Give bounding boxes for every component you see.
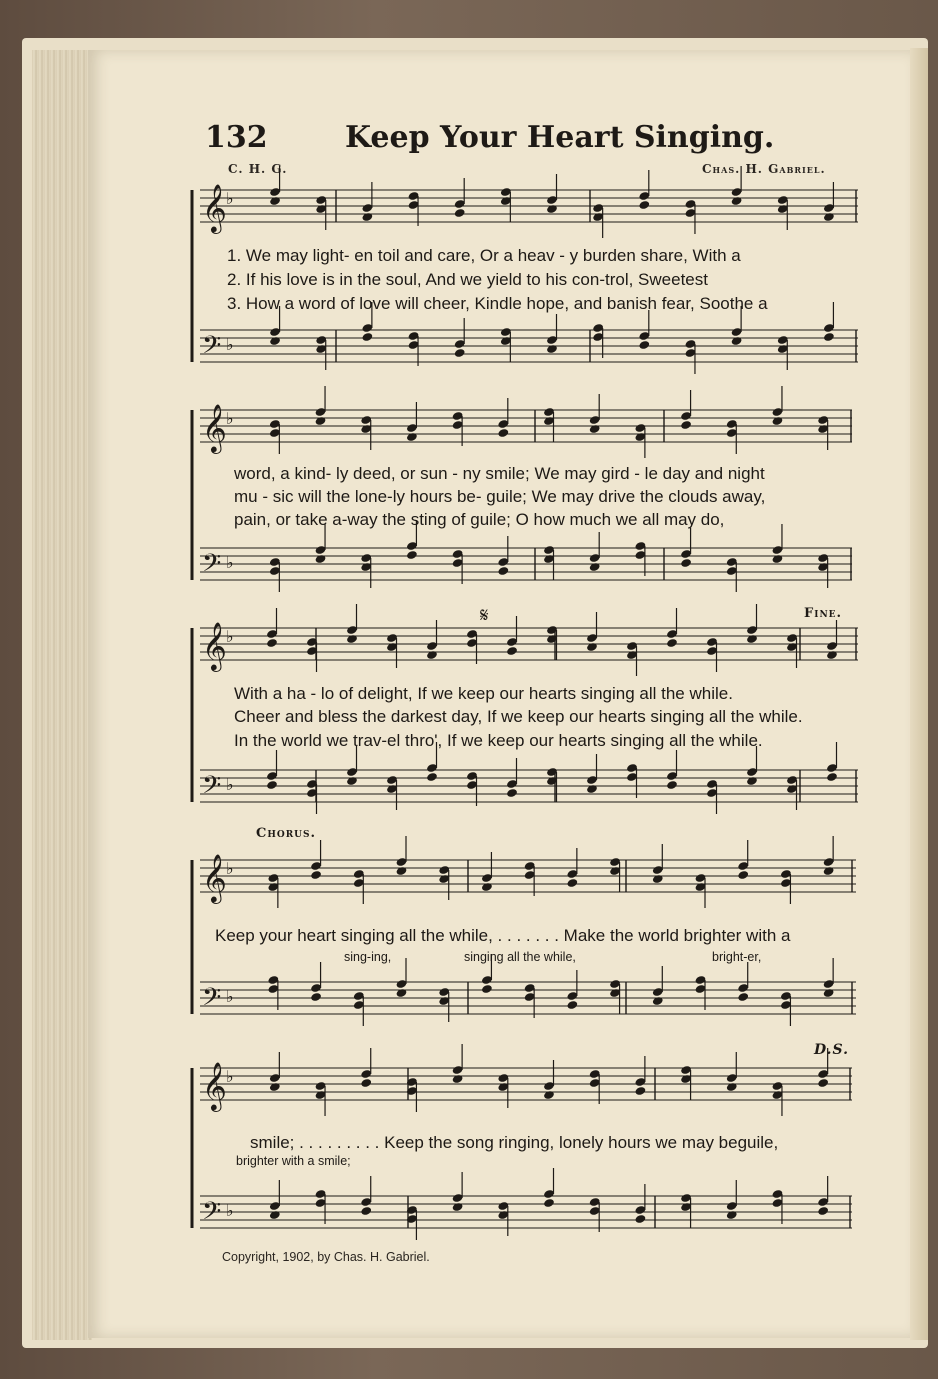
system-1-treble-clef-icon: 𝄞 [202, 183, 227, 232]
system-4-bass-notehead [566, 1000, 578, 1010]
system-2-bass-clef-icon: 𝄢 [202, 549, 222, 584]
system-4-treble-notehead [310, 870, 322, 880]
system-4-treble-clef-icon: 𝄞 [202, 853, 227, 902]
system-3-bass-notehead [586, 784, 598, 794]
system-2-treble-notehead [315, 416, 327, 426]
verse-2-line-3: Cheer and bless the darkest day, If we keep our hearts singing all the while. [234, 707, 803, 726]
system-5-treble-notehead [452, 1074, 464, 1084]
system-4-bass-notehead [310, 992, 322, 1002]
hymn-title: Keep Your Heart Singing. [345, 120, 775, 155]
system-1-treble-notehead [454, 208, 466, 218]
system-5-bass-notehead [360, 1206, 372, 1216]
chorus-lyric-2: smile; . . . . . . . . . Keep the song ringing, lonely hours we may beguile, [250, 1133, 779, 1152]
system-5-bass-notehead [269, 1210, 281, 1220]
system-1-treble-notehead [546, 204, 558, 214]
system-2-treble-notehead [772, 416, 784, 426]
fine-marking: Fine. [804, 606, 843, 621]
system-3-bass-clef-icon: 𝄢 [202, 771, 222, 806]
verse-3-line-2: pain, or take a-way the sting of guile; O how much we all may do, [234, 510, 725, 529]
system-3-treble-notehead [506, 646, 518, 656]
system-2-bass-notehead [772, 554, 784, 564]
system-3-treble-notehead [746, 634, 758, 644]
segno-sign: 𝄋 [480, 603, 490, 627]
system-5-bass-notehead [634, 1214, 646, 1224]
system-5-flat-icon: ♭ [226, 1067, 234, 1086]
words-credit: C. H. G. [228, 162, 288, 176]
system-1-treble-notehead [823, 212, 835, 222]
verse-2-line-2: mu - sic will the lone-ly hours be- guile; We may drive the clouds away, [234, 487, 766, 506]
bass-word-2: singing all the while, [464, 950, 576, 964]
system-1-treble-notehead [638, 200, 650, 210]
system-1-flat-icon: ♭ [226, 189, 234, 208]
system-3-flat-icon: ♭ [226, 775, 234, 794]
system-4-treble-notehead [566, 878, 578, 888]
system-3-bass-notehead [666, 780, 678, 790]
system-4-treble-notehead [481, 882, 493, 892]
system-5-treble-notehead [360, 1078, 372, 1088]
bass-word-3: bright-er, [712, 950, 762, 964]
bass-word-1: sing-ing, [344, 950, 392, 964]
system-4-bass-notehead [823, 988, 835, 998]
system-4-bass-notehead [396, 988, 408, 998]
system-2-bass-notehead [406, 550, 418, 560]
system-1-bass-notehead [638, 340, 650, 350]
system-3-treble-notehead [586, 642, 598, 652]
system-3-treble-notehead [266, 638, 278, 648]
system-3-treble-notehead [346, 634, 358, 644]
system-5-bass-notehead [817, 1206, 829, 1216]
system-1-flat-icon: ♭ [226, 335, 234, 354]
copyright-notice: Copyright, 1902, by Chas. H. Gabriel. [222, 1250, 430, 1264]
system-4-bass-notehead [481, 984, 493, 994]
system-5-bass-clef-icon: 𝄢 [202, 1197, 222, 1232]
system-2-bass-notehead [680, 558, 692, 568]
system-5-treble-notehead [269, 1082, 281, 1092]
system-4-flat-icon: ♭ [226, 987, 234, 1006]
verse-1-line-3: With a ha - lo of delight, If we keep our hearts singing all the while. [234, 684, 733, 703]
system-3-treble-clef-icon: 𝄞 [202, 621, 227, 670]
system-4-bass-notehead [737, 992, 749, 1002]
system-5-bass-notehead [726, 1210, 738, 1220]
system-1-treble-notehead [361, 212, 373, 222]
verse-3-line-1: 3. How a word of love will cheer, Kindle hope, and banish fear, Soothe a [227, 294, 768, 313]
system-5-bass-notehead [543, 1198, 555, 1208]
system-3-bass-notehead [506, 788, 518, 798]
system-2-bass-notehead [589, 562, 601, 572]
bass-word-4: brighter with a smile; [236, 1154, 351, 1168]
system-3-bass-notehead [826, 772, 838, 782]
system-4-flat-icon: ♭ [226, 859, 234, 878]
system-1-treble-notehead [731, 196, 743, 206]
system-1-bass-notehead [454, 348, 466, 358]
system-1-bass-notehead [731, 336, 743, 346]
ds-marking: D.S. [814, 1042, 850, 1058]
system-4-bass-clef-icon: 𝄢 [202, 983, 222, 1018]
system-5-bass-notehead [452, 1202, 464, 1212]
system-4-treble-notehead [823, 866, 835, 876]
verse-1-line-2: word, a kind- ly deed, or sun - ny smile; We may gird - le day and night [234, 464, 765, 483]
system-5-treble-clef-icon: 𝄞 [202, 1061, 227, 1110]
system-2-flat-icon: ♭ [226, 553, 234, 572]
system-2-treble-notehead [497, 428, 509, 438]
system-5-treble-notehead [726, 1082, 738, 1092]
chorus-label: Chorus. [256, 826, 317, 841]
system-3-treble-notehead [826, 650, 838, 660]
system-4-bass-notehead [652, 996, 664, 1006]
system-2-treble-notehead [406, 432, 418, 442]
system-4-treble-notehead [396, 866, 408, 876]
chorus-lyric-1: Keep your heart singing all the while, . . . . . . . Make the world brighter with a [215, 926, 791, 945]
verse-1-line-1: 1. We may light- en toil and care, Or a heav - y burden share, With a [227, 246, 741, 265]
system-3-treble-notehead [666, 638, 678, 648]
system-2-treble-clef-icon: 𝄞 [202, 403, 227, 452]
system-3-bass-notehead [426, 772, 438, 782]
system-3-treble-notehead [426, 650, 438, 660]
system-4-treble-notehead [737, 870, 749, 880]
system-1-bass-notehead [546, 344, 558, 354]
system-3-flat-icon: ♭ [226, 627, 234, 646]
system-1-treble-notehead [269, 196, 281, 206]
system-4-treble-notehead [652, 874, 664, 884]
system-2-bass-notehead [315, 554, 327, 564]
system-2-treble-notehead [589, 424, 601, 434]
music-credit: Chas. H. Gabriel. [702, 162, 826, 176]
system-1-bass-notehead [269, 336, 281, 346]
verse-2-line-1: 2. If his love is in the soul, And we yield to his con-trol, Sweetest [227, 270, 708, 289]
system-5-treble-notehead [817, 1078, 829, 1088]
system-1-bass-notehead [823, 332, 835, 342]
system-1-bass-notehead [361, 332, 373, 342]
system-1-bass-clef-icon: 𝄢 [202, 331, 222, 366]
system-2-flat-icon: ♭ [226, 409, 234, 428]
page-number: 132 [205, 120, 268, 155]
system-2-bass-notehead [497, 566, 509, 576]
system-3-bass-notehead [346, 776, 358, 786]
system-2-treble-notehead [680, 420, 692, 430]
verse-3-line-3: In the world we trav-el thro', If we keep our hearts singing all the while. [234, 731, 763, 750]
system-3-bass-notehead [266, 780, 278, 790]
system-5-treble-notehead [634, 1086, 646, 1096]
system-5-flat-icon: ♭ [226, 1201, 234, 1220]
system-3-bass-notehead [746, 776, 758, 786]
system-5-treble-notehead [543, 1090, 555, 1100]
